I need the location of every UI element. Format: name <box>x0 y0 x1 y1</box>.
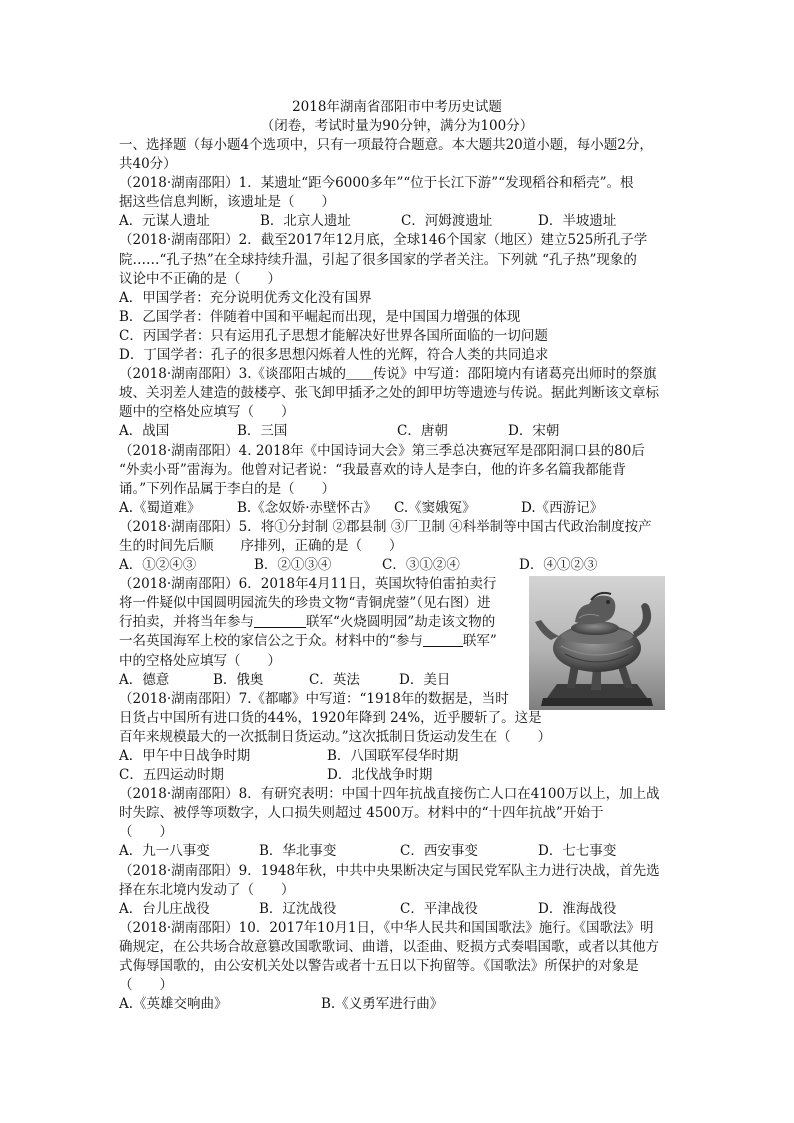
q6-text-segment: 一名英国海军上校的家信公之于众。材料中的“参与 <box>119 633 423 650</box>
q4-options <box>119 499 675 518</box>
q8-stem-cont: 时失踪、被俘等项数字，人口损失则超过 4500万。材料中的“十四年抗战”开始于 <box>119 805 604 822</box>
q1-option-d: D．半坡遗址 <box>538 213 617 230</box>
bronze-vessel-illustration <box>529 576 665 710</box>
exam-title: 2018年湖南省邵阳市中考历史试题 <box>292 99 502 115</box>
q6-text-segment: 行拍卖，并将当年参与 <box>119 614 254 631</box>
q3-option-d: D．宋朝 <box>508 423 560 440</box>
bronze-tiger-vessel-photo-icon <box>529 576 665 710</box>
section-heading-cont: 共40分） <box>119 156 177 173</box>
q5-option-d: D．④①②③ <box>519 557 598 574</box>
q3-stem: （2018·湖南邵阳）3.《谈邵阳古城的＿＿传说》中写道：邵阳境内有诸葛亮出师时的祭旗 <box>119 366 657 383</box>
q8-option-d: D．七七事变 <box>538 843 617 860</box>
q8-option-a: A．九一八事变 <box>119 843 210 860</box>
q3-options <box>119 422 675 441</box>
q2-option-d: D．丁国学者：孔子的很多思想闪烁着人性的光辉，符合人类的共同追求 <box>119 347 549 364</box>
q7-options-row1 <box>119 747 675 766</box>
q5-option-c: C．③①②④ <box>382 557 460 574</box>
q9-option-c: C．平津战役 <box>400 900 478 917</box>
q2-stem: （2018·湖南邵阳）2．截至2017年12月底，全球146个国家（地区）建立525所孔子学 <box>119 232 648 249</box>
q6-stem-cont: 中的空格处应填写（ ） <box>119 652 281 669</box>
q7-option-a: A．甲午中日战争时期 <box>119 748 251 764</box>
q3-option-a: A．战国 <box>119 423 170 440</box>
q4-stem: （2018·湖南邵阳）4. 2018年《中国诗词大会》第三季总决赛冠军是邵阳洞口县的80后 <box>119 442 645 459</box>
q1-options <box>119 212 675 231</box>
q4-option-b: B.《念奴娇·赤壁怀古》 <box>237 499 378 516</box>
q9-option-a: A．台儿庄战役 <box>119 900 210 917</box>
q1-option-b: B．北京人遗址 <box>260 213 351 230</box>
q7-stem: （2018·湖南邵阳）7.《都嘟》中写道：“1918年的数据是，当时 <box>119 690 509 707</box>
q9-option-d: D．淮海战役 <box>538 900 617 917</box>
q6-text-segment: 联军” <box>462 633 497 650</box>
q6-option-c: C．英法 <box>309 671 360 688</box>
q5-option-b: B．②①③④ <box>254 557 332 574</box>
q8-option-b: B．华北事变 <box>259 843 337 860</box>
q10-stem-cont: 式侮辱国歌的，由公安机关处以警告或者十五日以下拘留等。《国歌法》所保护的对象是 <box>119 958 639 975</box>
q8-option-c: C．西安事变 <box>400 843 478 860</box>
q7-option-d: D．北伐战争时期 <box>327 767 433 784</box>
q2-option-a: A．甲国学者：充分说明优秀文化没有国界 <box>119 289 372 306</box>
q6-option-b: B．俄奥 <box>213 671 264 688</box>
q1-stem-cont: 据这些信息判断，该遗址是（ ） <box>119 194 335 211</box>
q9-stem: （2018·湖南邵阳）9．1948年秋，中共中央果断决定与国民党军队主力进行决战，首先选 <box>119 862 660 879</box>
q1-option-c: C．河姆渡遗址 <box>401 213 493 230</box>
q9-options <box>119 900 675 919</box>
q6-option-a: A．德意 <box>119 671 170 688</box>
q8-stem-cont: （ ） <box>119 824 173 841</box>
q2-option-b: B．乙国学者：伴随着中国和平崛起而出现，是中国国力增强的体现 <box>119 308 521 325</box>
q9-stem-cont: 择在东北境内发动了（ ） <box>119 881 295 898</box>
q9-option-b: B．辽沈战役 <box>259 900 337 917</box>
q7-option-b: B．八国联军侵华时期 <box>327 748 459 764</box>
q6-stem: （2018·湖南邵阳）6．2018年4月11日，英国坎特伯雷拍卖行 <box>119 576 497 593</box>
q7-stem-cont: 百年来规模最大的一次抵制日货运动。”这次抵制日货运动发生在（ ） <box>119 728 552 745</box>
q8-options <box>119 842 675 861</box>
q4-option-a: A.《蜀道难》 <box>119 499 201 516</box>
q5-options <box>119 556 675 575</box>
q4-option-d: D.《西游记》 <box>521 499 604 516</box>
q1-stem: （2018·湖南邵阳）1．某遗址“距今6000多年”“位于长江下游”“发现稻谷和稻壳”。根 <box>119 175 634 192</box>
q4-stem-cont: “外卖小哥”雷海为。他曾对记者说：“我最喜欢的诗人是李白，他的许多名篇我都能背 <box>119 461 626 478</box>
q6-fill-blank <box>254 613 306 628</box>
q7-option-c: C．五四运动时期 <box>119 767 224 784</box>
exam-subtitle: （闭卷，考试时量为90分钟，满分为100分） <box>260 118 534 134</box>
q1-option-a: A．元谋人遗址 <box>119 213 210 230</box>
q2-option-c: C．丙国学者：只有运用孔子思想才能解决好世界各国所面临的一切问题 <box>119 327 548 344</box>
q10-option-b: B.《义勇军进行曲》 <box>321 996 444 1013</box>
q3-option-b: B．三国 <box>237 423 288 440</box>
q3-option-c: C．唐朝 <box>397 423 448 440</box>
q5-stem-cont: 生的时间先后顺 序排列，正确的是（ ） <box>119 537 403 554</box>
q10-stem-cont: （ ） <box>119 977 173 994</box>
q6-fill-blank <box>423 632 463 647</box>
q6-option-d: D．美日 <box>399 671 451 688</box>
q7-options-row2 <box>119 766 675 785</box>
q5-option-a: A．①②④③ <box>119 557 197 574</box>
q5-stem: （2018·湖南邵阳）5．将①分封制 ②郡县制 ③厂卫制 ④科举制等中国古代政治制度按产 <box>119 518 652 535</box>
section-heading: 一、选择题（每小题4个选项中，只有一项最符合题意。本大题共20道小题，每小题2分， <box>119 137 653 153</box>
q10-option-a: A.《英雄交响曲》 <box>119 996 228 1013</box>
q10-options <box>119 995 675 1014</box>
q10-stem-cont: 确规定，在公共场合故意篡改国歌歌词、曲谱，以歪曲、贬损方式奏唱国歌，或者以其他方 <box>119 938 659 955</box>
q8-stem: （2018·湖南邵阳）8．有研究表明：中国十四年抗战直接伤亡人口在4100万以上，加上战 <box>119 786 660 803</box>
q4-option-c: C.《窦娥冤》 <box>394 499 476 516</box>
q2-stem-cont: 议论中不正确的是（ ） <box>119 270 281 287</box>
q3-stem-cont: 坡、关羽差人建造的鼓楼亭、张飞卸甲插矛之处的卸甲坊等遗迹与传说。据此判断该文章标 <box>119 385 659 402</box>
q2-stem-cont: 院……“孔子热”在全球持续升温，引起了很多国家的学者关注。下列就 “孔子热”现象的 <box>119 251 637 268</box>
q6-stem-cont: 将一件疑似中国圆明园流失的珍贵文物“青铜虎蓥”（见右图）进 <box>119 595 491 612</box>
q10-stem: （2018·湖南邵阳）10．2017年10月1日，《中华人民共和国国歌法》施行。《国歌法》明 <box>119 919 654 936</box>
q3-stem-cont: 题中的空格处应填写（ ） <box>119 404 295 421</box>
q4-stem-cont: 诵。”下列作品属于李白的是（ ） <box>119 480 336 497</box>
q7-stem-cont: 日货占中国所有进口货的44%，1920年降到 24%，近乎腰斩了。这是 <box>119 709 542 726</box>
exam-page <box>119 98 675 1014</box>
q6-text-segment: 联军“火烧圆明园”劫走该文物的 <box>306 614 496 631</box>
